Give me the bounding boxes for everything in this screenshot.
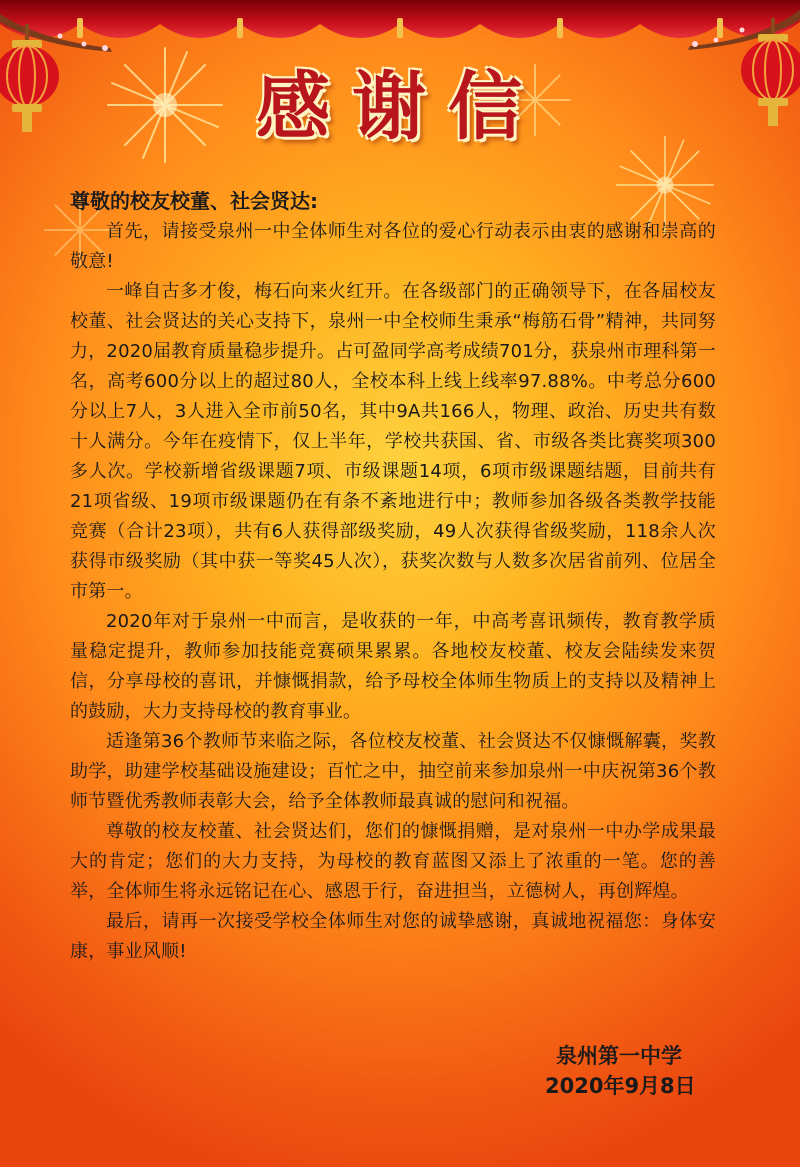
letter-body bbox=[70, 217, 716, 967]
letter-paragraph: 一峰自古多才俊，梅石向来火红开。在各级部门的正确领导下，在各届校友校董、社会贤达的关心支持下，泉州一中全校师生秉承“梅筋石骨”精神，共同努力，2020届教育质量稳步提升。占可盈同学高考成绩701分，获泉州市理科第一名，高考600分以上的超过80人，全校本科上线上线率97.88%。中考总分600分以上7人，3人进入全市前50名，其中9A共166人，物理、政治、历史共有数十人满分。今年在疫情下，仅上半年，学校共获国、省、市级各类比赛奖项300多人次。学校新增省级课题7项、市级课题14项，6项市级课题结题，目前共有21项省级、19项市级课题仍在有条不紊地进行中；教师参加各级各类教学技能竞赛（合计23项），共有6人获得部级奖励，49人次获得省级奖励，118余人次获得市级奖励（其中获一等奖45人次），获奖次数与人数多次居省前列、位居全市第一。 bbox=[70, 281, 716, 602]
letter-salutation: 尊敬的校友校董、社会贤达: bbox=[70, 189, 318, 213]
signature-school-name: 泉州第一中学 bbox=[556, 1044, 682, 1068]
letter-paragraph: 2020年对于泉州一中而言，是收获的一年，中高考喜讯频传，教育教学质量稳定提升，教师参加技能竞赛硕果累累。各地校友校董、校友会陆续发来贺信，分享母校的喜讯，并慷慨捐款，给予母校全体师生物质上的支持以及精神上的鼓励，大力支持母校的教育事业。 bbox=[70, 611, 716, 722]
signature-date: 2020年9月8日 bbox=[545, 1074, 696, 1098]
letter-title: 感谢信 bbox=[256, 64, 544, 150]
letter-paragraph: 最后，请再一次接受学校全体师生对您的诚挚感谢，真诚地祝福您：身体安康，事业风顺! bbox=[70, 911, 716, 962]
letter-paragraph: 适逢第36个教师节来临之际，各位校友校董、社会贤达不仅慷慨解囊，奖教助学，助建学校基础设施建设；百忙之中，抽空前来参加泉州一中庆祝第36个教师节暨优秀教师表彰大会，给予全体教师最真诚的慰问和祝福。 bbox=[70, 731, 716, 812]
letter-paragraph: 首先，请接受泉州一中全体师生对各位的爱心行动表示由衷的感谢和崇高的敬意! bbox=[70, 221, 716, 272]
letter-paragraph: 尊敬的校友校董、社会贤达们，您们的慷慨捐赠，是对泉州一中办学成果最大的肯定；您们的大力支持，为母校的教育蓝图又添上了浓重的一笔。您的善举，全体师生将永远铭记在心、感恩于行，奋进担当，立德树人，再创辉煌。 bbox=[70, 821, 716, 902]
